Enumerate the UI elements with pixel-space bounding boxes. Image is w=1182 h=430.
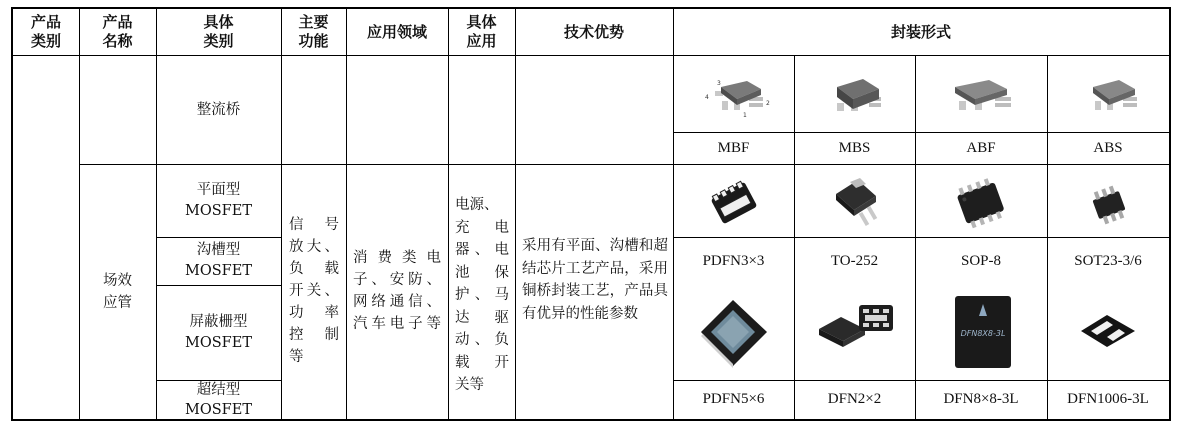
product-package-table (11, 7, 1171, 421)
application-field-line: 网络通信、 (353, 294, 441, 310)
main-function-line: 功 率 (289, 305, 339, 321)
header-sub-category: 具体 类别 (203, 13, 234, 50)
application-field-line: 消费类电 (353, 250, 441, 266)
package-label-sop8: SOP-8 (960, 252, 1001, 269)
mosfet-tech-advantage: 采用有平面、沟槽和超结芯片工艺产品，采用铜桥封装工艺，产品具有优异的性能参数 (522, 238, 668, 322)
package-label-mbs: MBS (838, 139, 871, 156)
specific-application-line: 器、电 (455, 242, 509, 258)
sot23-package-image (1081, 179, 1137, 231)
package-label-mbf: MBF (717, 139, 750, 156)
specific-application-line: 关等 (455, 377, 484, 393)
mosfet-product-name: 场效 应管 (103, 272, 132, 311)
specific-application-line: 载 开 (455, 354, 509, 371)
mbf-package-image (703, 75, 773, 119)
specific-application-line: 动、负 (455, 332, 509, 348)
pin-label-3: 3 (717, 80, 721, 87)
package-label-dfn1006: DFN1006-3L (1067, 391, 1149, 407)
pin-label-4: 4 (705, 94, 709, 101)
main-function-line: 负 载 (289, 261, 339, 277)
pdfn5x6-package-image (693, 292, 775, 372)
mosfet-main-function (289, 214, 339, 368)
sop8-package-image (949, 176, 1013, 232)
pin-label-2: 2 (766, 100, 770, 107)
package-label-abs: ABS (1093, 139, 1123, 156)
header-tech-advantage: 技术优势 (563, 22, 624, 41)
specific-application-line: 电源、 (455, 197, 499, 213)
specific-application-line: 达 驱 (455, 309, 509, 326)
main-function-line: 信 号 (289, 217, 339, 233)
specific-application-line: 充 电 (455, 219, 509, 236)
header-product-name: 产品 名称 (102, 13, 133, 50)
header-product-category: 产品 类别 (30, 13, 61, 50)
package-label-dfn8x8: DFN8×8-3L (943, 391, 1019, 407)
header-main-function: 主要 功能 (298, 13, 329, 50)
header-package-form: 封装形式 (890, 22, 951, 41)
main-function-line: 控 制 (289, 327, 339, 343)
dfn2x2-package-image (813, 299, 899, 365)
package-label-pdfn3x3: PDFN3×3 (702, 252, 765, 269)
package-label-to252: TO-252 (830, 252, 879, 269)
pdfn3x3-package-image (707, 179, 761, 227)
specific-application-line: 护、马 (455, 287, 509, 303)
main-function-line: 等 (289, 349, 304, 365)
abs-package-image (1073, 75, 1153, 119)
mosfet-sub-category-trench: 沟槽型 MOSFET (185, 242, 252, 279)
rectifier-sub-category: 整流桥 (196, 101, 241, 118)
to252-package-image (828, 176, 886, 230)
dfn1006-package-image (1077, 309, 1139, 355)
mosfet-sub-category-super-junction: 超结型 MOSFET (185, 381, 252, 418)
package-label-dfn2x2: DFN2×2 (827, 391, 882, 407)
main-function-line: 开关、 (289, 283, 339, 299)
application-field-line: 汽车电子等 (353, 316, 441, 332)
header-specific-application: 具体 应用 (466, 13, 497, 50)
main-function-line: 放大、 (289, 239, 339, 255)
dfn8x8-package-image (951, 292, 1015, 372)
mosfet-sub-category-planar: 平面型 MOSFET (185, 181, 252, 219)
chip-marking-text: DFN8X8-3L (960, 329, 1006, 338)
mbs-package-image (821, 73, 891, 121)
abf-package-image (937, 75, 1023, 119)
mosfet-sub-category-shielded-gate: 屏蔽栅型 MOSFET (185, 313, 252, 351)
pin-label-1: 1 (743, 112, 747, 119)
application-field-line: 子、安防、 (353, 272, 441, 288)
mosfet-specific-application (455, 194, 509, 397)
header-application-field: 应用领域 (366, 22, 427, 41)
package-label-sot23: SOT23-3/6 (1074, 252, 1142, 269)
package-label-abf: ABF (966, 139, 996, 156)
package-label-pdfn5x6: PDFN5×6 (702, 391, 765, 407)
mosfet-application-field (353, 247, 441, 335)
specific-application-line: 池 保 (455, 264, 509, 281)
